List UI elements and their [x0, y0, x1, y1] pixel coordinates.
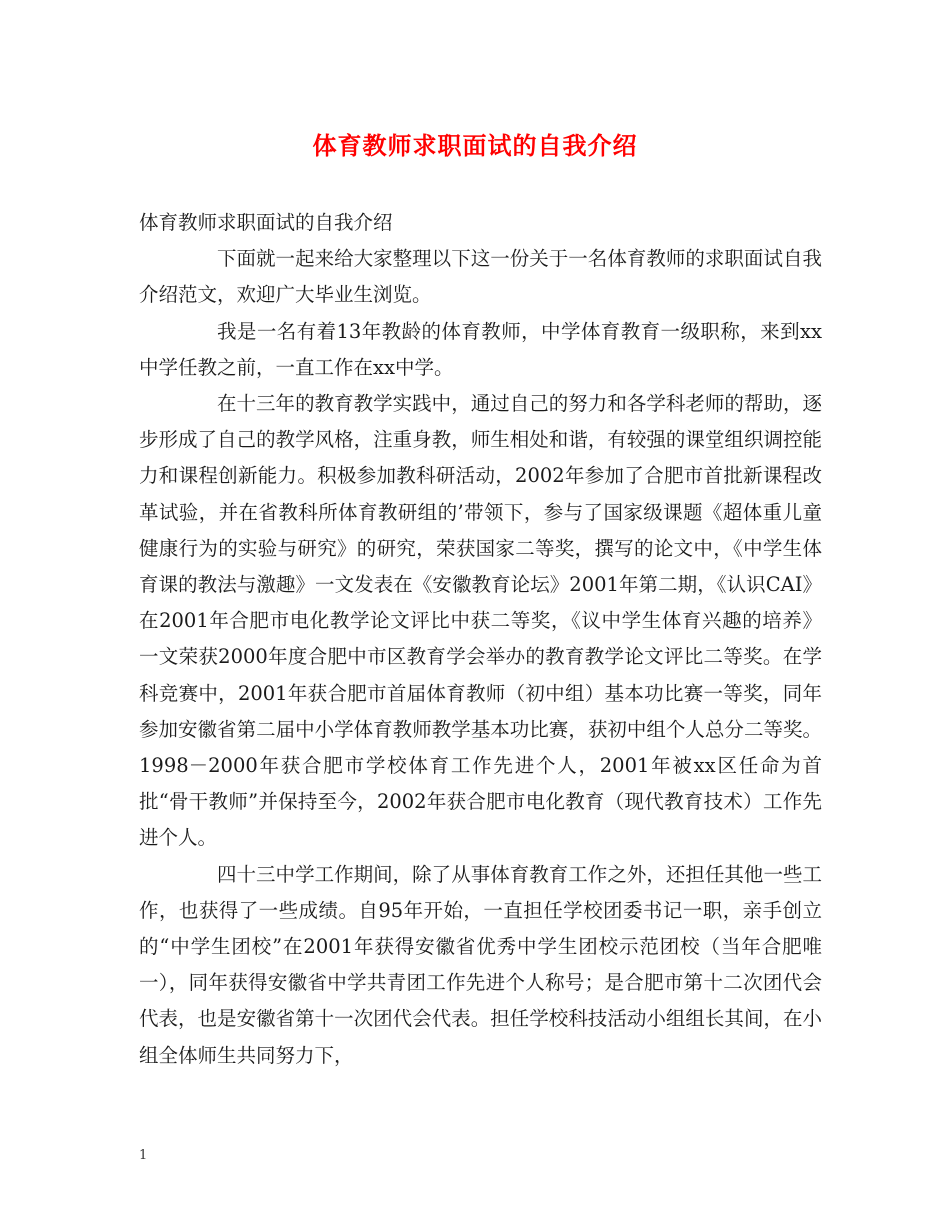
paragraph-achievements: 在十三年的教育教学实践中，通过自己的努力和各学科老师的帮助，逐步形成了自己的教学风格，注重身教，师生相处和谐，有较强的课堂组织调控能力和课程创新能力。积极参加教科研活动，2002年参加了合肥市首批新课程改革试验，并在省教科所体育教研组的’带领下，参与了国家级课题《超体重儿童健康行为的实验与研究》的研究，荣获国家二等奖，撰写的论文中，《中学生体育课的教法与激趣》一文发表在《安徽教育论坛》2001年第二期，《认识CAI》在2001年合肥市电化教学论文评比中获二等奖，《议中学生体育兴趣的培养》一文荣获2000年度合肥中市区教育学会举办的教育教学论文评比二等奖。在学科竞赛中，2001年获合肥市首届体育教师（初中组）基本功比赛一等奖，同年参加安徽省第二届中小学体育教师教学基本功比赛，获初中组个人总分二等奖。1998－2000年获合肥市学校体育工作先进个人，2001年被xx区任命为首批“骨干教师”并保持至今，2002年获合肥市电化教育（现代教育技术）工作先进个人。 — [139, 392, 822, 850]
page-number: 1 — [139, 1148, 148, 1163]
paragraph-other-work: 四十三中学工作期间，除了从事体育教育工作之外，还担任其他一些工作，也获得了一些成绩。自95年开始，一直担任学校团委书记一职，亲手创立的“中学生团校”在2001年获得安徽省优秀中学生团校示范团校（当年合肥唯一），同年获得安徽省中学共青团工作先进个人称号；是合肥市第十二次团代会代表，也是安徽省第十一次团代会代表。担任学校科技活动小组组长其间，在小组全体师生共同努力下， — [139, 862, 822, 1067]
paragraph-intro: 下面就一起来给大家整理以下这一份关于一名体育教师的求职面试自我介绍范文，欢迎广大毕业生浏览。 — [139, 247, 822, 307]
document-subtitle: 体育教师求职面试的自我介绍 — [139, 211, 393, 234]
paragraph-background: 我是一名有着13年教龄的体育教师，中学体育教育一级职称，来到xx中学任教之前，一直工作在xx中学。 — [139, 319, 822, 379]
document-title: 体育教师求职面试的自我介绍 — [312, 131, 638, 160]
document-body — [139, 205, 822, 1074]
